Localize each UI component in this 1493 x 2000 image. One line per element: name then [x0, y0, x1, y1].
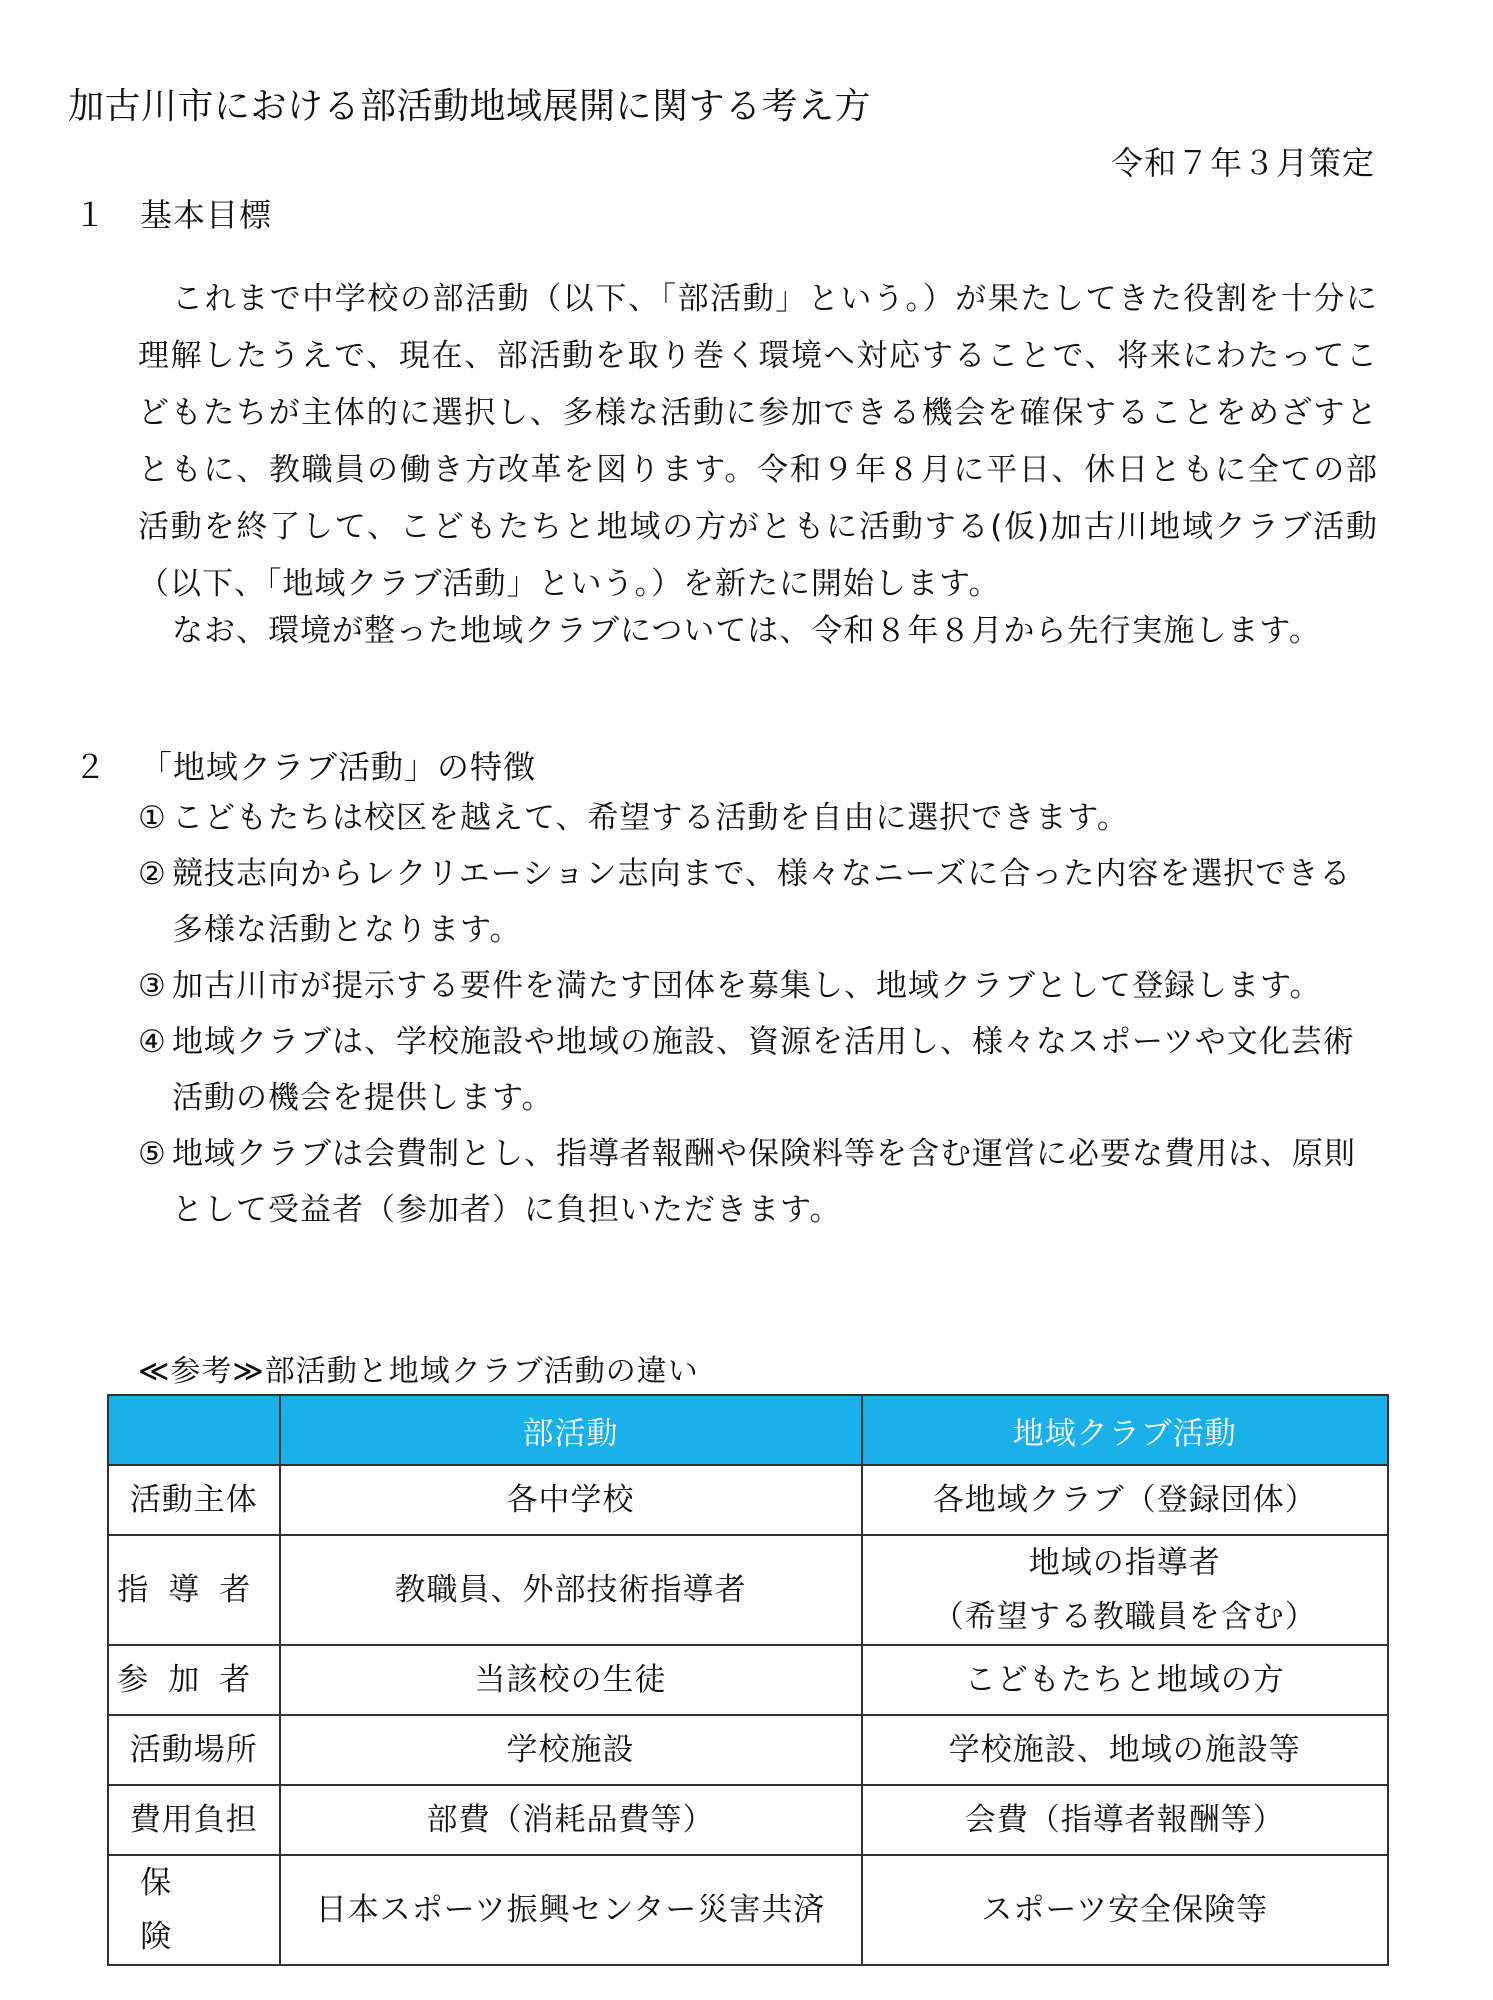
section-1-number: １ — [74, 196, 108, 234]
list-item — [138, 790, 1378, 846]
table-row — [108, 1715, 1388, 1785]
table-row — [108, 1535, 1388, 1645]
section-1-title: 基本目標 — [140, 196, 273, 234]
header-blank — [108, 1395, 280, 1465]
document-date: 令和７年３月策定 — [1110, 144, 1375, 182]
row-label: 参加者 — [108, 1645, 280, 1715]
row-label: 活動場所 — [108, 1715, 280, 1785]
reference-title: ≪参考≫部活動と地域クラブ活動の違い — [138, 1354, 699, 1389]
list-item — [138, 958, 1378, 1014]
cell-community-club: 学校施設、地域の施設等 — [862, 1715, 1388, 1785]
list-marker: ⑤ — [138, 1136, 167, 1172]
table-row — [108, 1465, 1388, 1535]
section-1-heading — [74, 190, 272, 236]
row-label: 保険 — [108, 1855, 280, 1965]
list-marker: ① — [138, 800, 167, 836]
list-marker: ② — [138, 856, 167, 892]
section-2-title: 「地域クラブ活動」の特徴 — [140, 748, 537, 786]
comparison-table — [107, 1394, 1389, 1966]
list-text: 地域クラブは、学校施設や地域の施設、資源を活用し、様々なスポーツや文化芸術活動の機会を提供します。 — [172, 1024, 1355, 1116]
cell-community-club: スポーツ安全保険等 — [862, 1855, 1388, 1965]
table-row — [108, 1645, 1388, 1715]
list-item — [138, 1014, 1378, 1126]
row-label: 指導者 — [108, 1535, 280, 1645]
cell-club-activity: 日本スポーツ振興センター災害共済 — [280, 1855, 862, 1965]
header-community-club: 地域クラブ活動 — [862, 1395, 1388, 1465]
section-1-body: これまで中学校の部活動（以下、「部活動」という。）が果たしてきた役割を十分に理解したうえで、現在、部活動を取り巻く環境へ対応することで、将来にわたってこどもたちが主体的に選択し、多様な活動に参加できる機会を確保することをめざすとともに、教職員の働き方改革を図ります。令和９年８月に平日、休日ともに全ての部活動を終了して、こどもたちと地域の方がともに活動する(仮)加古川地域クラブ活動（以下、「地域クラブ活動」という。）を新たに開始します。 — [138, 281, 1378, 602]
list-text: 加古川市が提示する要件を満たす団体を募集し、地域クラブとして登録します。 — [172, 968, 1322, 1004]
cell-line-1: 地域の指導者 — [1028, 1545, 1221, 1581]
list-text: 競技志向からレクリエーション志向まで、様々なニーズに合った内容を選択できる多様な活動となります。 — [172, 856, 1352, 948]
list-marker: ③ — [138, 968, 167, 1004]
cell-community-club: こどもたちと地域の方 — [862, 1645, 1388, 1715]
cell-club-activity: 当該校の生徒 — [280, 1645, 862, 1715]
list-item — [138, 846, 1378, 958]
section-2-number: ２ — [74, 748, 108, 786]
section-2-heading — [74, 742, 536, 788]
cell-club-activity: 教職員、外部技術指導者 — [280, 1535, 862, 1645]
cell-club-activity: 部費（消耗品費等） — [280, 1785, 862, 1855]
cell-line-2: （希望する教職員を含む） — [932, 1599, 1317, 1635]
list-text: 地域クラブは会費制とし、指導者報酬や保険料等を含む運営に必要な費用は、原則として受益者（参加者）に負担いただきます。 — [172, 1136, 1356, 1228]
cell-community-club: 会費（指導者報酬等） — [862, 1785, 1388, 1855]
row-label: 活動主体 — [108, 1465, 280, 1535]
cell-community-club: 各地域クラブ（登録団体） — [862, 1465, 1388, 1535]
list-item — [138, 1126, 1378, 1238]
table-header-row — [108, 1395, 1388, 1465]
cell-club-activity: 各中学校 — [280, 1465, 862, 1535]
table-row — [108, 1855, 1388, 1965]
header-club-activity: 部活動 — [280, 1395, 862, 1465]
list-text: こどもたちは校区を越えて、希望する活動を自由に選択できます。 — [172, 800, 1129, 836]
document-title: 加古川市における部活動地域展開に関する考え方 — [68, 86, 872, 127]
list-marker: ④ — [138, 1024, 167, 1060]
cell-community-club — [862, 1535, 1388, 1645]
section-1-note: なお、環境が整った地域クラブについては、令和８年８月から先行実施します。 — [172, 613, 1321, 649]
feature-list — [138, 790, 1378, 1238]
row-label: 費用負担 — [108, 1785, 280, 1855]
cell-club-activity: 学校施設 — [280, 1715, 862, 1785]
table-row — [108, 1785, 1388, 1855]
